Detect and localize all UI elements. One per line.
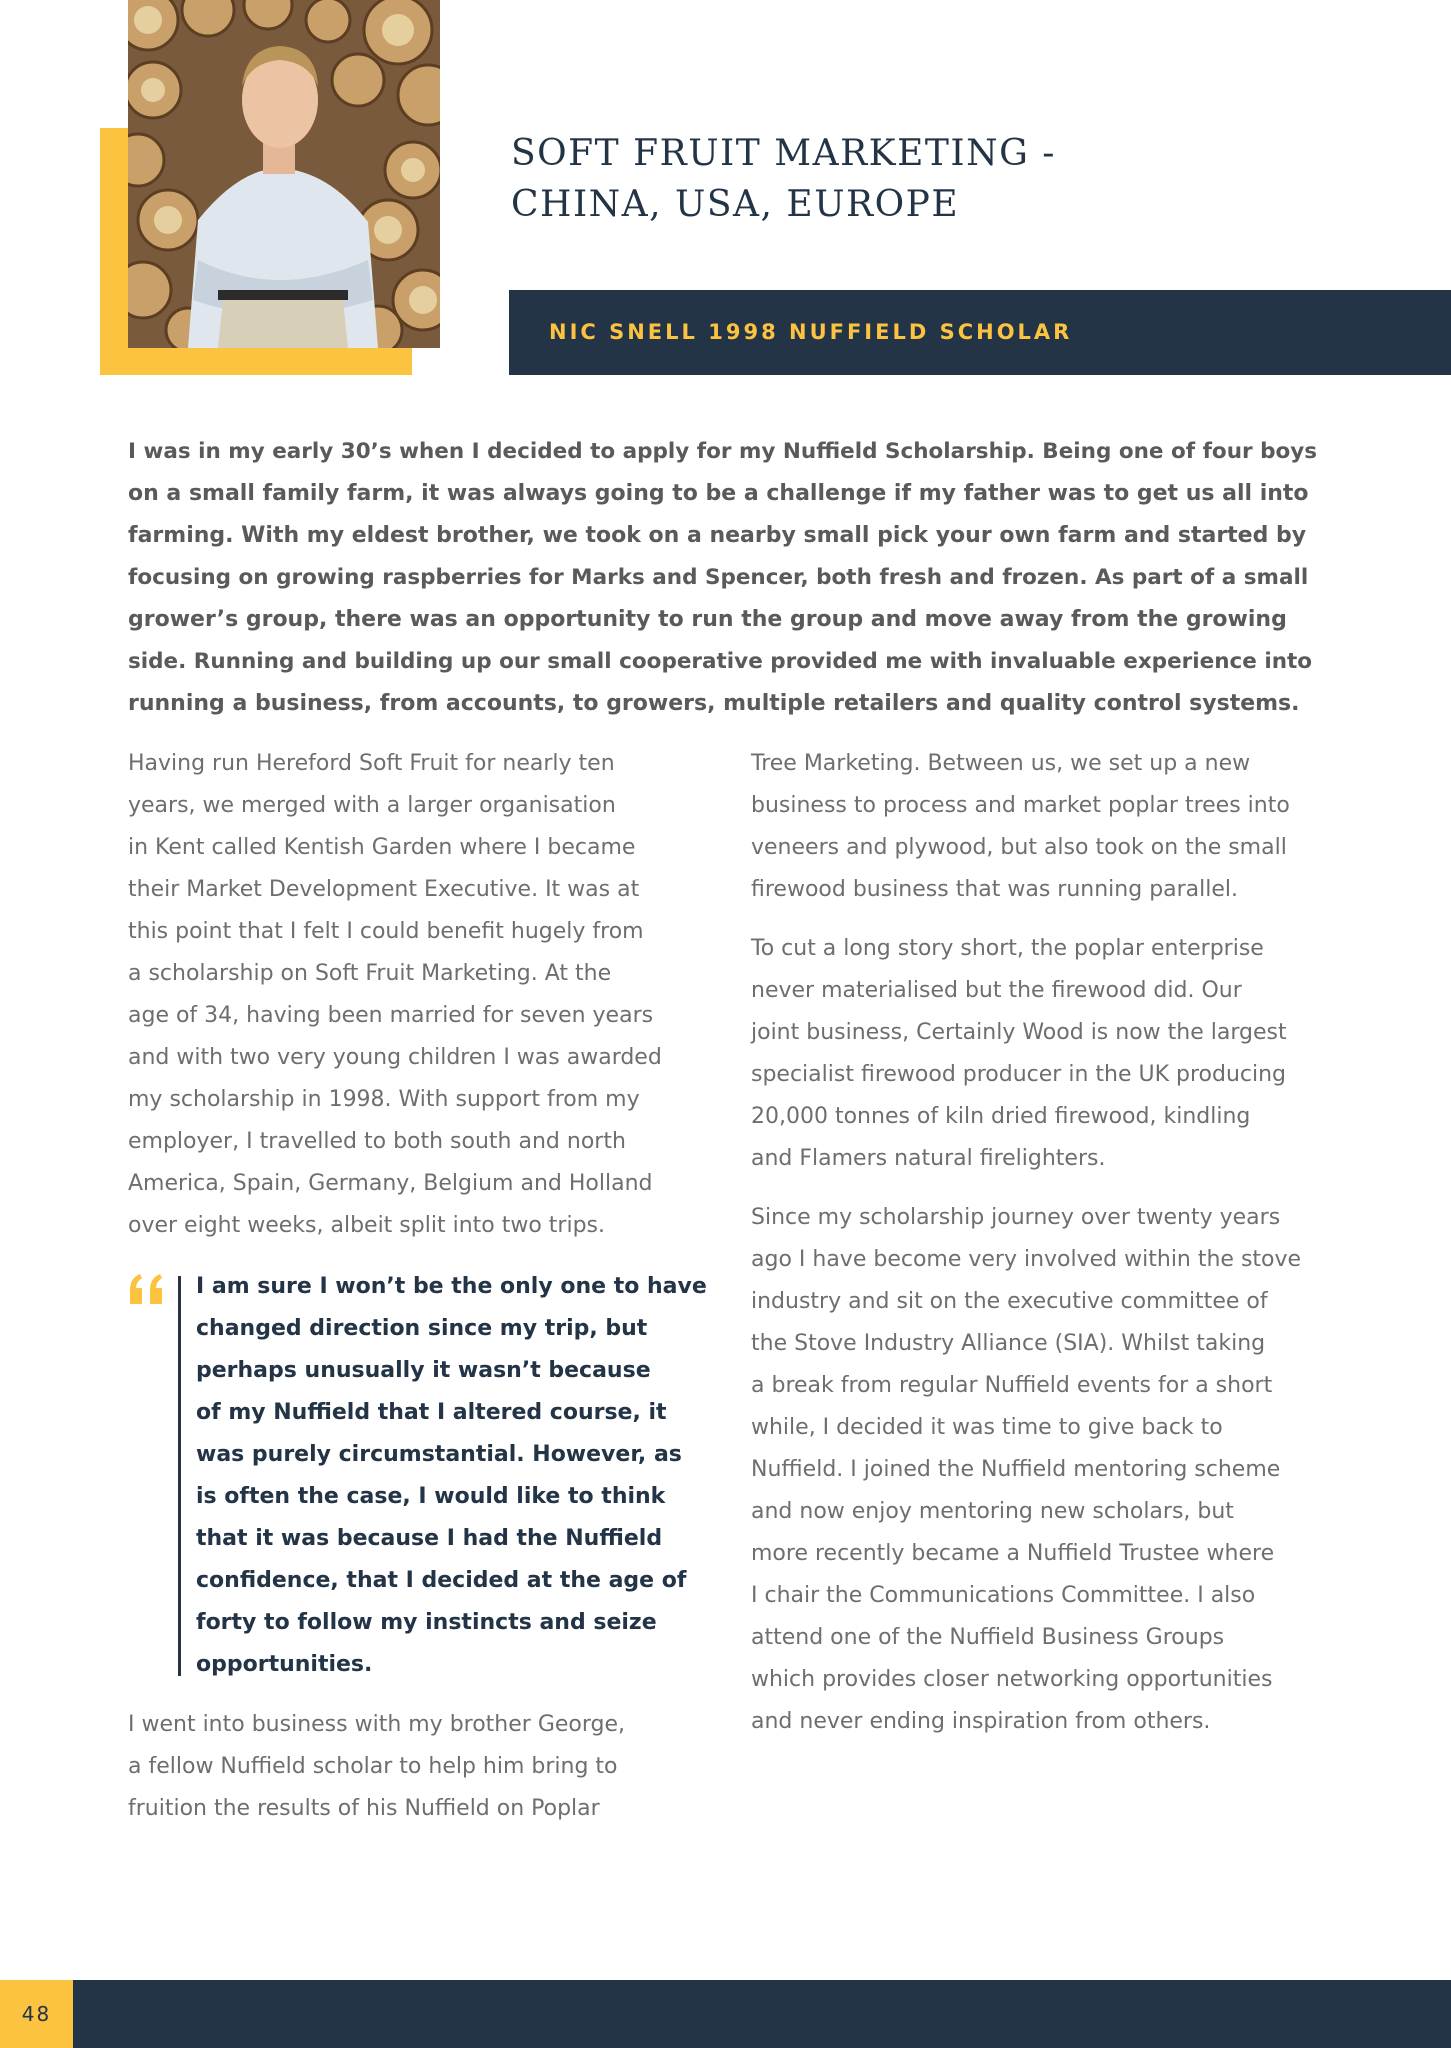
quote-line: perhaps unusually it wasn’t because [196,1358,651,1383]
body-line: and with two very young children I was awarded [128,1045,662,1070]
body-paragraph-left-2 [128,1704,708,1830]
body-line: fruition the results of his Nuffield on Poplar [128,1796,600,1821]
pull-quote [196,1266,716,1686]
quote-line: that it was because I had the Nuffield [196,1526,663,1551]
body-line: never materialised but the firewood did. Our [751,978,1242,1003]
body-line: 20,000 tonnes of kiln dried firewood, kindling [751,1104,1251,1129]
body-line: and never ending inspiration from others. [751,1709,1211,1734]
intro-line: side. Running and building up our small cooperative provided me with invaluable experience into [128,649,1313,674]
body-line: years, we merged with a larger organisation [128,793,616,818]
quote-line: I am sure I won’t be the only one to have [196,1274,707,1299]
body-line: age of 34, having been married for seven years [128,1003,654,1028]
body-line: industry and sit on the executive committee of [751,1289,1268,1314]
quote-line: changed direction since my trip, but [196,1316,648,1341]
quote-line: opportunities. [196,1652,373,1677]
body-line: a fellow Nuffield scholar to help him bring to [128,1754,618,1779]
body-line: my scholarship in 1998. With support from my [128,1087,640,1112]
intro-line: I was in my early 30’s when I decided to apply for my Nuffield Scholarship. Being one of four boys [128,439,1318,464]
body-line: To cut a long story short, the poplar enterprise [751,936,1264,961]
body-line: I chair the Communications Committee. I also [751,1583,1256,1608]
quote-line: confidence, that I decided at the age of [196,1568,687,1593]
article-title [511,128,1211,230]
body-line: joint business, Certainly Wood is now the largest [751,1020,1287,1045]
body-line: Since my scholarship journey over twenty years [751,1205,1281,1230]
intro-line: farming. With my eldest brother, we took on a nearby small pick your own farm and started by [128,523,1307,548]
quote-rule [178,1276,181,1676]
body-line: I went into business with my brother George, [128,1712,626,1737]
body-line: more recently became a Nuffield Trustee where [751,1541,1275,1566]
title-line: SOFT FRUIT MARKETING - [511,133,1056,174]
body-line: over eight weeks, albeit split into two trips. [128,1213,605,1238]
title-line: CHINA, USA, EUROPE [511,184,960,225]
body-line: and now enjoy mentoring new scholars, but [751,1499,1234,1524]
quote-line: of my Nuffield that I altered course, it [196,1400,667,1425]
body-line: a scholarship on Soft Fruit Marketing. At the [128,961,612,986]
intro-line: running a business, from accounts, to growers, multiple retailers and quality control systems. [128,691,1300,716]
body-line: attend one of the Nuffield Business Groups [751,1625,1225,1650]
body-line: a break from regular Nuffield events for a short [751,1373,1273,1398]
body-line: Nuffield. I joined the Nuffield mentoring scheme [751,1457,1281,1482]
intro-line: grower’s group, there was an opportunity to run the group and move away from the growing [128,607,1287,632]
quote-line: is often the case, I would like to think [196,1484,666,1509]
body-line: ago I have become very involved within the stove [751,1247,1302,1272]
body-line: employer, I travelled to both south and north [128,1129,626,1154]
body-line: America, Spain, Germany, Belgium and Holland [128,1171,653,1196]
body-line: the Stove Industry Alliance (SIA). Whilst taking [751,1331,1266,1356]
body-line: specialist firewood producer in the UK producing [751,1062,1287,1087]
body-line: this point that I felt I could benefit hugely from [128,919,644,944]
body-line: their Market Development Executive. It was at [128,877,640,902]
page-number: 48 [21,2002,52,2026]
quote-line: forty to follow my instincts and seize [196,1610,657,1635]
intro-line: focusing on growing raspberries for Marks and Spencer, both fresh and frozen. As part of a small [128,565,1309,590]
body-paragraph-left-1 [128,743,708,1247]
body-line: veneers and plywood, but also took on the small [751,835,1287,860]
body-line: while, I decided it was time to give back to [751,1415,1223,1440]
intro-line: on a small family farm, it was always going to be a challenge if my father was to get us all into [128,481,1309,506]
byline-banner [509,290,1451,375]
body-paragraph-right-2 [751,928,1391,1180]
opening-quote-icon [128,1272,166,1311]
intro-paragraph [128,431,1328,725]
body-line: which provides closer networking opportunities [751,1667,1273,1692]
body-paragraph-right-1 [751,743,1391,911]
body-column-right [751,743,1391,1743]
footer-bar [73,1980,1451,2048]
body-line: business to process and market poplar trees into [751,793,1290,818]
body-line: Having run Hereford Soft Fruit for nearly ten [128,751,615,776]
body-line: Tree Marketing. Between us, we set up a new [751,751,1251,776]
body-line: firewood business that was running parallel. [751,877,1239,902]
body-paragraph-right-3 [751,1197,1391,1743]
quote-line: was purely circumstantial. However, as [196,1442,682,1467]
body-line: in Kent called Kentish Garden where I became [128,835,636,860]
portrait-photo [128,0,440,348]
byline: NIC SNELL 1998 NUFFIELD SCHOLAR [549,320,1073,344]
body-line: and Flamers natural firelighters. [751,1146,1106,1171]
